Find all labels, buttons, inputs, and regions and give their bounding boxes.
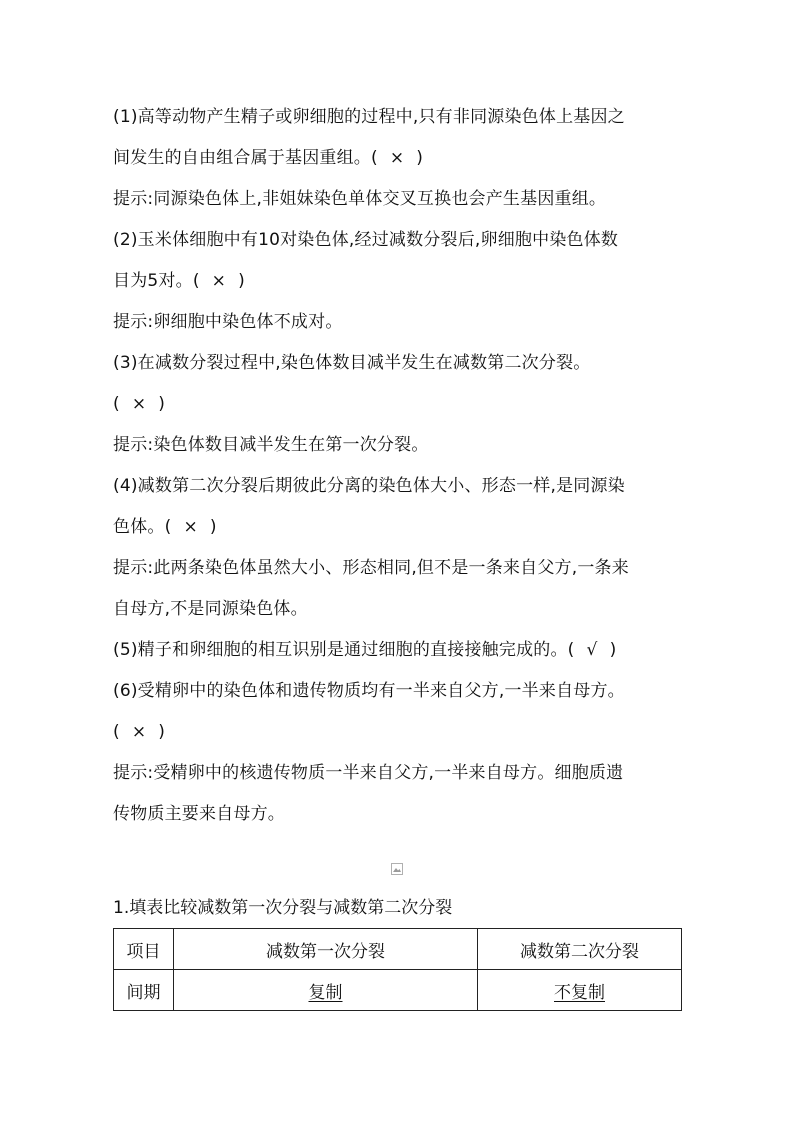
document-body [113,97,683,835]
cell-meiosis-1: 复制 [174,970,478,1011]
question-5-line-1: (5)精子和卵细胞的相互识别是通过细胞的直接接触完成的。( √ ) [113,630,683,671]
table-row [114,970,682,1011]
hint-4-line-2: 自母方,不是同源染色体。 [113,599,308,619]
answer-mark: × [131,722,147,742]
question-4-line-1: (4)减数第二次分裂后期彼此分离的染色体大小、形态一样,是同源染 [113,476,625,496]
cell-meiosis-2: 不复制 [478,970,682,1011]
answer-mark: × [131,394,147,414]
answer-mark: √ [586,640,598,660]
header-item: 项目 [114,929,174,970]
question-4-line-2: 色体。( × ) [113,507,683,548]
hint-2: 提示:卵细胞中染色体不成对。 [113,312,343,332]
hint-6-line-1: 提示:受精卵中的核遗传物质一半来自父方,一半来自母方。细胞质遗 [113,763,624,783]
hint-4-line-1: 提示:此两条染色体虽然大小、形态相同,但不是一条来自父方,一条来 [113,558,629,578]
comparison-table [113,928,682,1011]
question-6-line-2: ( × ) [113,712,683,753]
answer-mark: × [183,517,198,537]
table-header-row [114,929,682,970]
table-caption: 1.填表比较减数第一次分裂与减数第二次分裂 [113,898,453,918]
question-6-line-1: (6)受精卵中的染色体和遗传物质均有一半来自父方,一半来自母方。 [113,681,625,701]
hint-1: 提示:同源染色体上,非姐妹染色单体交叉互换也会产生基因重组。 [113,189,607,209]
header-meiosis-1: 减数第一次分裂 [174,929,478,970]
question-3-line-1: (3)在减数分裂过程中,染色体数目减半发生在减数第二次分裂。 [113,353,591,373]
answer-mark: × [389,148,405,168]
question-1-line-1: (1)高等动物产生精子或卵细胞的过程中,只有非同源染色体上基因之 [113,107,625,127]
row-label: 间期 [114,970,174,1011]
image-placeholder-icon [391,863,403,875]
question-1-line-2: 间发生的自由组合属于基因重组。( × ) [113,138,683,179]
header-meiosis-2: 减数第二次分裂 [478,929,682,970]
hint-3: 提示:染色体数目减半发生在第一次分裂。 [113,435,429,455]
question-3-line-2: ( × ) [113,384,683,425]
question-2-line-1: (2)玉米体细胞中有10对染色体,经过减数分裂后,卵细胞中染色体数 [113,230,619,250]
hint-6-line-2: 传物质主要来自母方。 [113,804,285,824]
answer-mark: × [211,271,227,291]
question-2-line-2: 目为5对。( × ) [113,261,683,302]
